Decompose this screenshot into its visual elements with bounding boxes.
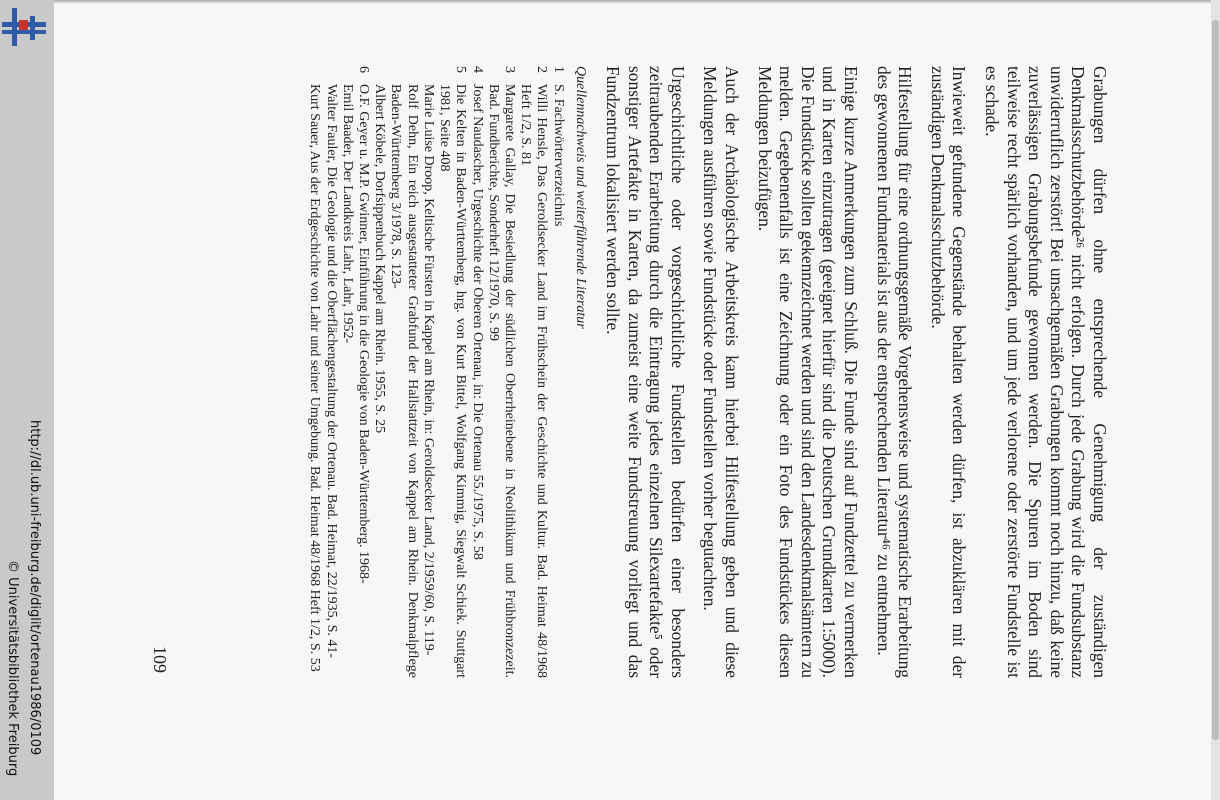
reference-item xyxy=(517,66,549,678)
reference-text: Die Kelten in Baden-Württemberg, hrg. von Kurt Bittel, Wolfgang Kimmig, Siegwalt Schiek. Stuttgart 1981, Seite 408 Marie Luise Droop, Keltische Fürsten in Kappel am Rhein, in: Geroldsecker Land, 2/1959/60, S. 119- Rolf Dehn, Ein reich ausgestatteter Grabfund der Hallstattzeit von Kappel am Rhein. Denkmalpflege Baden-Württemberg 3/1978, S. 123- Albert Köbele, Dorfsippenbuch Kappel am Rhein. 1955, S. 25 xyxy=(372,84,469,678)
watermark-copyright: © Universitätsbibliothek Freiburg xyxy=(5,560,20,777)
paragraph: Einige kurze Anmerkungen zum Schluß. Die Funde sind auf Fundzettel zu vermerken und in Karten einzutragen (geeignet hierfür sind die Deutschen Grundkarten 1:5000). Die Fundstücke sollten gekennzeichnet werden und sind den Landesdenkmalsämtern zu melden. Gegebenenfalls ist eine Zeichnung oder ein Foto des Fundstückes diesen Meldungen beizufügen. xyxy=(754,66,862,678)
reference-number: 4 xyxy=(469,66,485,73)
reference-number: 2 xyxy=(534,66,550,73)
page-number: 109 xyxy=(150,646,170,673)
paragraph: Inwieweit gefundene Gegenstände behalten werden dürfen, ist abzuklären mit der zuständigen Denkmalsschutzbehörde. xyxy=(927,66,970,678)
watermark xyxy=(0,0,54,800)
viewer-margin xyxy=(0,0,54,800)
paragraph: Hilfestellung für eine ordnungsgemäße Vorgehensweise und systematische Erarbeitung des gewonnenen Fundmaterials ist aus der entsprechenden Literatur⁴⁶ zu entnehmen. xyxy=(873,66,916,678)
reference-list xyxy=(306,66,565,678)
reference-text: O.F. Geyer u. M.P. Gwinner, Einführung in die Geologie von Baden-Württemberg. 1968- Emil Baader, Der Landkreis Lahr, Lahr, 1952- Walter Fauler, Die Geologie und die Oberflächengestaltung der Ortenau. Bad. Heimat, 22/1935, S. 41- Kurt Sauer, Aus der Erdgeschichte von Lahr und seiner Umgebung. Bad. Heimat 48/1968 Heft 1/2, S. 53 xyxy=(307,84,372,672)
vertical-scrollbar[interactable] xyxy=(1211,0,1220,800)
section-heading: Quellennachweis und weiterführende Literatur xyxy=(572,66,588,329)
reference-text: Josef Naudascher, Urgeschichte der Oberen Ortenau, in: Die Ortenau 55./1975, S. 58 xyxy=(469,84,485,560)
watermark-url[interactable]: http://dl.ub.uni-freiburg.de/diglit/ortenau1986/0109 xyxy=(27,420,42,756)
paragraph: Grabungen dürfen ohne entsprechende Genehmigung der zuständigen Denkmalsschutzbehörde²⁶ nicht erfolgen. Durch jede Grabung wird die Fundsubstanz unwiderruflich zerstört! Bei unsachgemäßen Grabungen kommt noch hinzu, daß keine zuverlässigen Grabungsbefunde gewonnen werden. Die Spuren im Boden sind teilweise recht spärlich vorhanden, und um jede verlorene oder zerstörte Fundstelle ist es schade. xyxy=(982,66,1110,678)
paragraph: Urgeschichtliche oder vorgeschichtliche Fundstellen bedürfen einer besonders zeitraubenden Erarbeitung durch die Eintragung jedes einzelnen Silexartefakte⁵ oder sonstiger Artefakte in Karten, da zumeist eine weite Fundstreuung vorliegt und das Fundzentrum lokalisiert werden sollte. xyxy=(603,66,688,678)
reference-text: Willi Hensle, Das Geroldsecker Land im Frühschein der Geschichte und Kultur. Bad. Heimat 48/1968 Heft 1/2, S. 81 xyxy=(518,84,550,678)
reference-item xyxy=(306,66,371,678)
reference-number: 1 xyxy=(550,66,566,73)
reference-number: 3 xyxy=(501,66,517,73)
reference-number: 6 xyxy=(356,66,372,73)
reference-item xyxy=(468,66,484,678)
reference-item xyxy=(371,66,468,678)
reference-text: S. Fachwörterverzeichnis xyxy=(550,84,566,227)
paragraph: Auch der Archäologische Arbeitskreis kann hierbei Hilfestellung geben und diese Meldungen ausführen sowie Fundstücke oder Fundstellen vorher begutachten. xyxy=(700,66,743,678)
page-text-rotated xyxy=(150,66,1110,678)
reference-item xyxy=(485,66,517,678)
reference-text: Margarete Gallay, Die Besiedlung der südlichen Oberrheinebene in Neolithikum und Frühbronzezeit. Bad. Fundberichte, Sonderheft 12/1970, S. 99 xyxy=(485,84,517,678)
reference-item xyxy=(549,66,565,678)
scrollbar-thumb[interactable] xyxy=(1212,20,1219,740)
reference-number: 5 xyxy=(453,66,469,73)
page-top-shadow xyxy=(54,0,1220,4)
